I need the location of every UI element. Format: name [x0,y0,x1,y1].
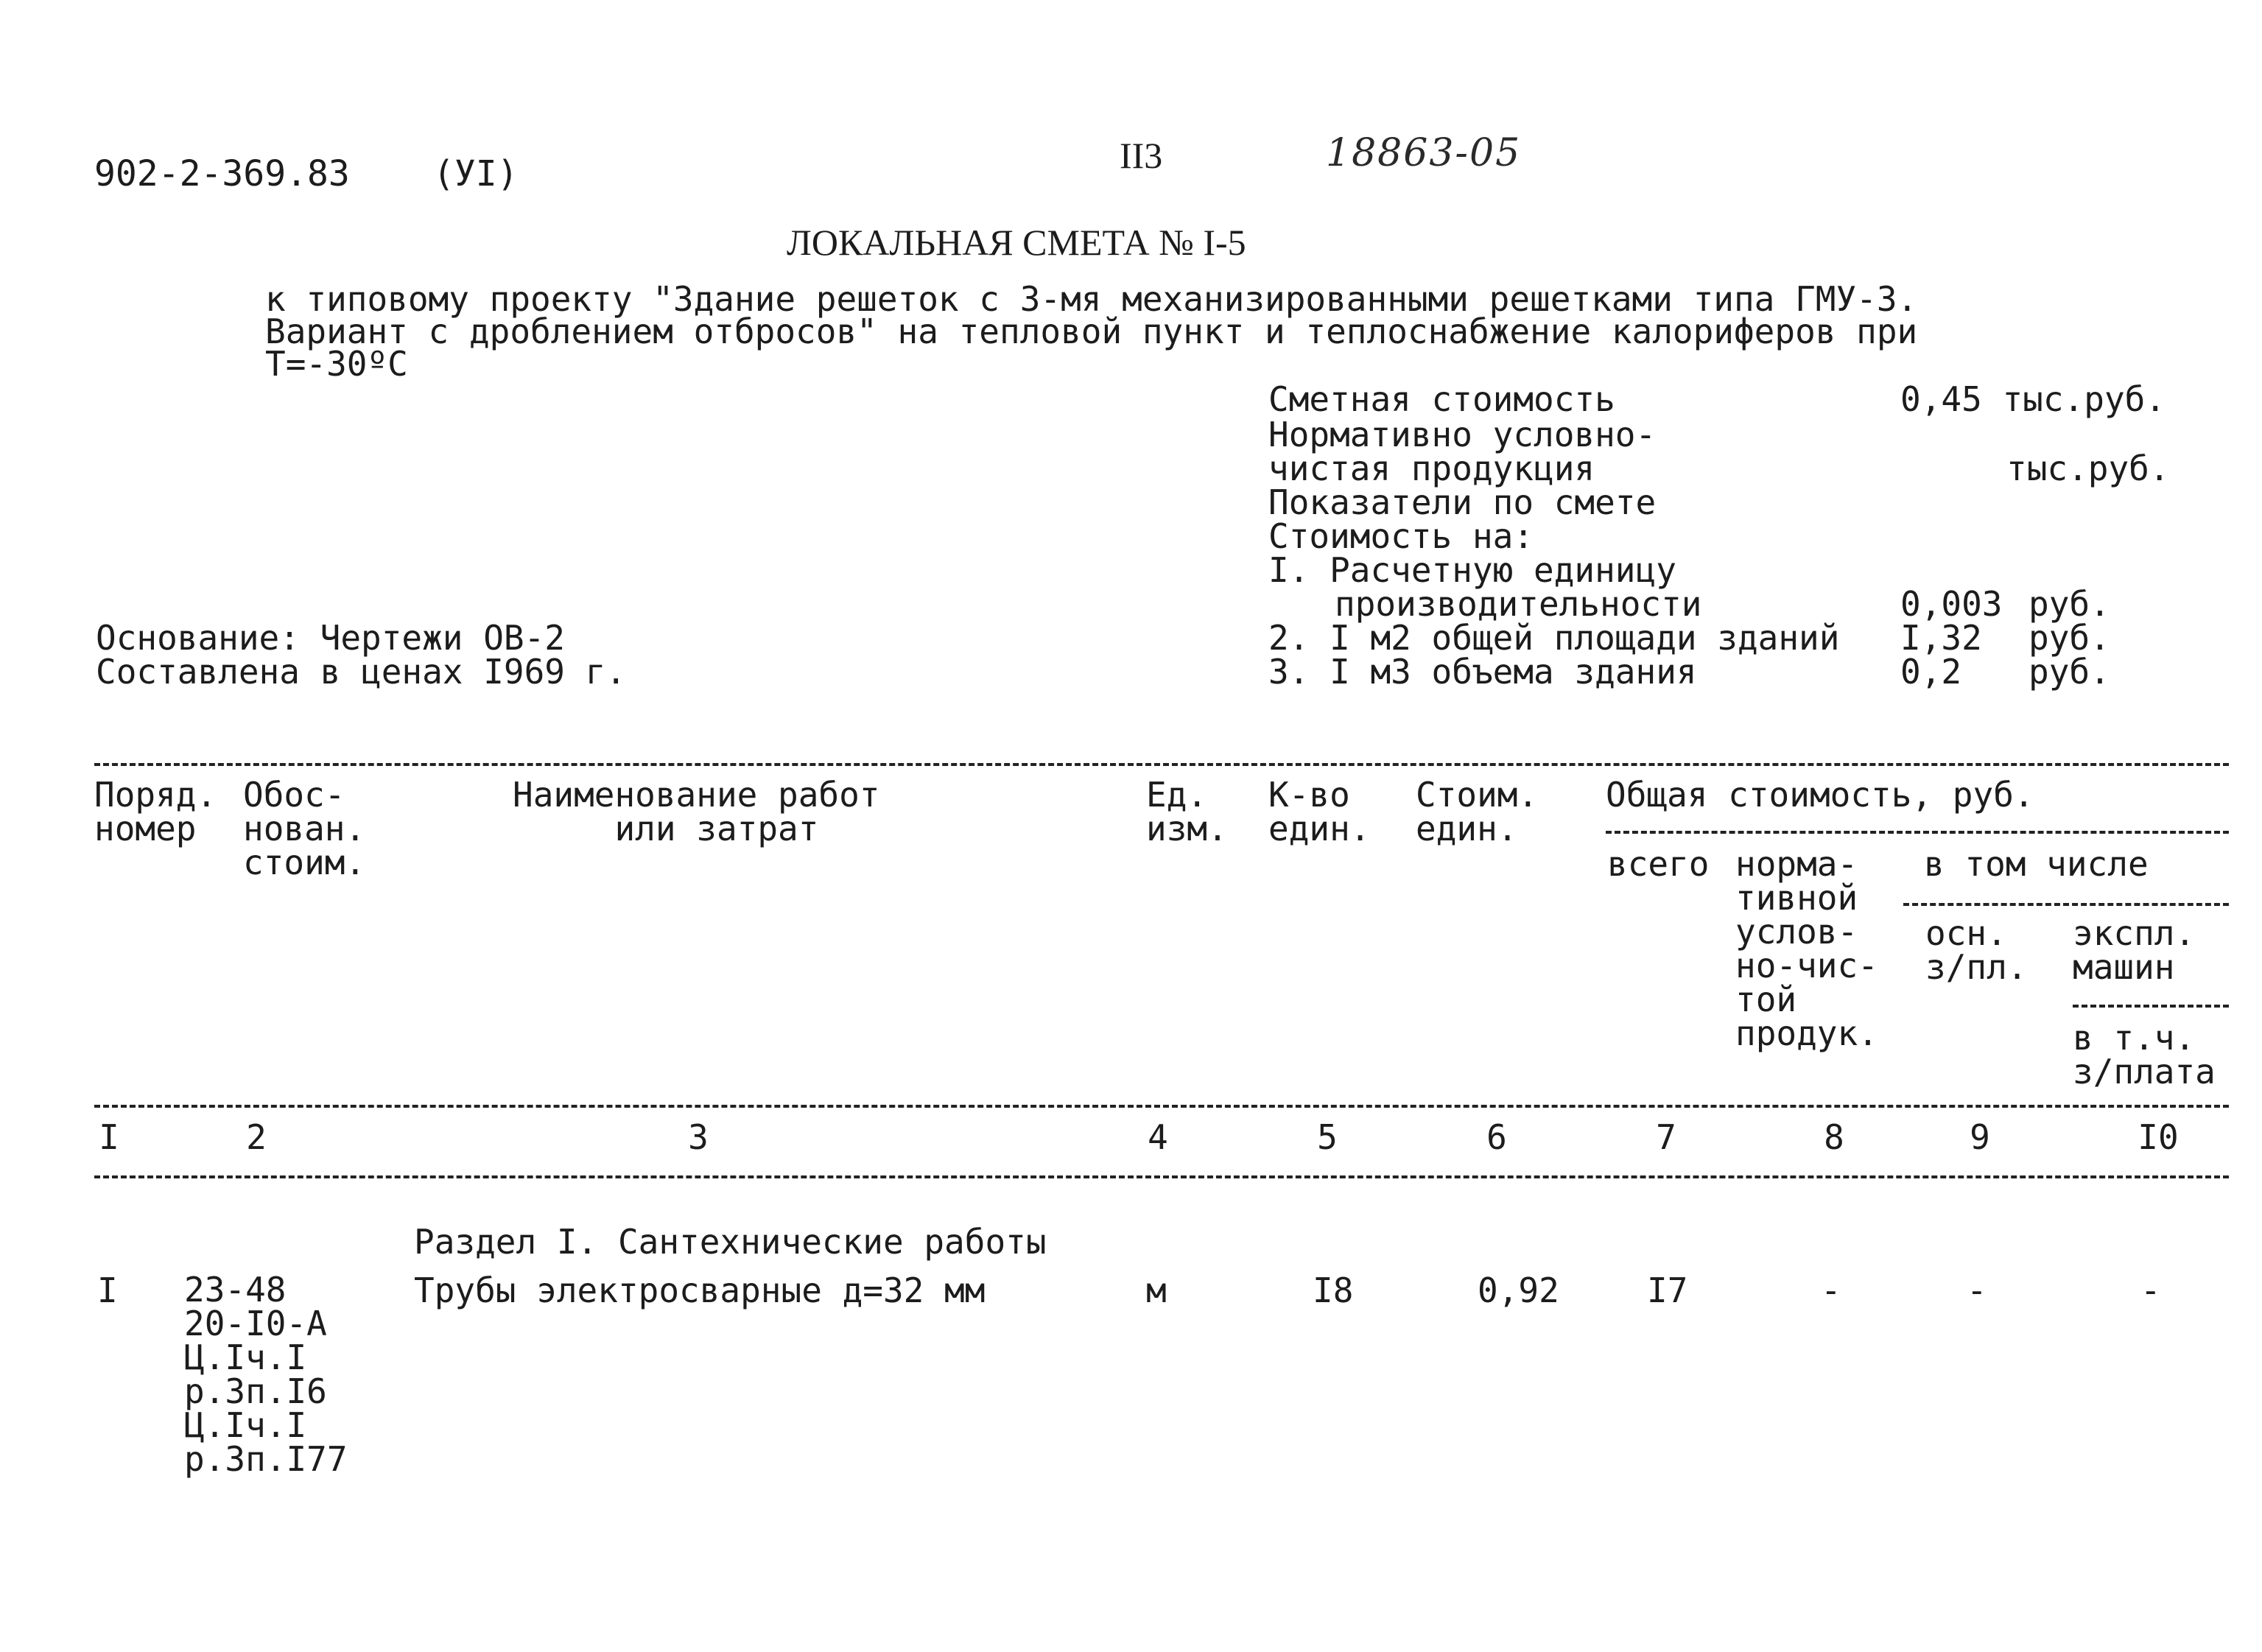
header-unit-cost: Стоим. един. [1416,775,1539,848]
header-bottom-rule [94,1105,2229,1108]
subtitle-line-2: Вариант с дроблением отбросов" на тепловой пункт и теплоснабжение калориферов при [265,312,1918,351]
column-number-6: 6 [1486,1117,1507,1157]
column-number-2: 2 [246,1117,267,1157]
normative-label-2: чистая продукция [1268,449,1595,488]
header-unit: Ед. изм. [1146,775,1228,848]
header-basis: Обос- нован. стоим. [243,775,366,882]
row-1-qty: I8 [1313,1270,1354,1310]
column-number-10: I0 [2138,1117,2179,1157]
indicator-2-label: 2. I м2 общей площади зданий [1268,618,1840,658]
header-normative: норма- тивной услов- но-чис- той продук. [1735,844,1878,1053]
estimated-cost-label: Сметная стоимость [1268,379,1615,419]
header-rule-total [1606,831,2229,834]
row-1-unit-cost: 0,92 [1478,1270,1559,1310]
column-number-8: 8 [1824,1117,1844,1157]
basis-line-2: Составлена в ценах I969 г. [96,652,627,692]
header-rule-including [1903,903,2229,906]
row-1-machines: - [2140,1270,2161,1310]
header-quantity: К-во един. [1268,775,1371,848]
doc-code: 902-2-369.83 [94,153,350,194]
indicators-label: Показатели по смете [1268,482,1657,522]
section-title: Раздел I. Сантехнические работы [414,1222,1047,1262]
header-total-group: Общая стоимость, руб. [1606,775,2034,815]
subtitle-line-3: Т=-30ºС [265,344,408,384]
indicator-3-value: 0,2 [1900,652,1962,692]
header-rule-machines [2073,1005,2229,1008]
indicator-3-unit: руб. [2029,652,2110,692]
header-order-number: Поряд. номер [94,775,217,848]
indicator-2-value: I,32 [1900,618,1982,658]
column-number-5: 5 [1317,1117,1338,1157]
indicator-1-value: 0,003 [1900,584,2003,624]
column-number-1: I [99,1117,119,1157]
normative-label-1: Нормативно условно- [1268,415,1657,454]
column-numbers-rule [94,1175,2229,1178]
header-work-name: Наименование работ или затрат [513,775,880,848]
basis-line-1: Основание: Чертежи ОВ-2 [96,618,565,658]
row-1-basis: 23-48 20-I0-А Ц.Iч.I р.3п.I6 Ц.Iч.I р.3п.I77 [184,1270,348,1479]
row-1-number: I [97,1270,118,1310]
header-including-group: в том числе [1924,844,2149,884]
header-machines-salary: в т.ч. з/плата [2073,1018,2216,1092]
table-top-rule [94,763,2229,766]
column-number-9: 9 [1970,1117,1990,1157]
indicator-2-unit: руб. [2029,618,2110,658]
subtitle-line-1: к типовому проекту "Здание решеток с 3-мя механизированными решетками типа ГМУ-3. [265,279,1918,319]
row-1-base-salary: - [1967,1270,1987,1310]
document-title: ЛОКАЛЬНАЯ СМЕТА № I-5 [787,222,1246,263]
indicator-1-unit: руб. [2029,584,2110,624]
estimated-cost-value: 0,45 тыс.руб. [1900,379,2166,419]
indicator-1-line-1: I. Расчетную единицу [1268,550,1676,590]
column-number-4: 4 [1148,1117,1168,1157]
page-number: II3 [1120,135,1163,176]
header-base-salary: осн. з/пл. [1925,913,2028,987]
header-total: всего [1607,844,1710,884]
column-number-3: 3 [688,1117,709,1157]
normative-unit: тыс.руб. [2006,449,2170,488]
row-1-name: Трубы электросварные д=32 мм [414,1270,986,1310]
indicator-3-label: 3. I м3 объема здания [1268,652,1697,692]
indicator-1-line-2: производительности [1335,584,1702,624]
volume-label: (УI) [433,153,519,194]
row-1-normative: - [1821,1270,1841,1310]
column-number-7: 7 [1656,1117,1676,1157]
header-machines: экспл. машин [2073,913,2196,987]
handwritten-number: 18863-05 [1326,131,1522,175]
row-1-unit: м [1146,1270,1167,1310]
cost-for-label: Стоимость на: [1268,516,1534,556]
row-1-total: I7 [1647,1270,1688,1310]
